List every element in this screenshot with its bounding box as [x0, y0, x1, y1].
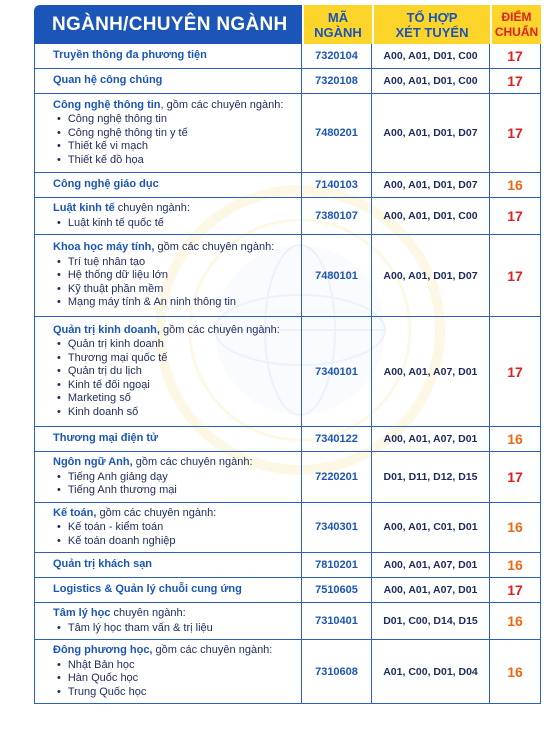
- subject-combination: A00, A01, D01, D07: [372, 235, 490, 317]
- specialization-item: • Luật kinh tế quốc tế: [57, 217, 295, 231]
- specialization-item: • Nhật Bản học: [57, 659, 295, 673]
- major-desc: chuyên ngành:: [110, 607, 186, 619]
- major-cell: [34, 173, 302, 198]
- benchmark-score: 17: [490, 452, 541, 503]
- major-code: 7480101: [302, 235, 372, 317]
- subject-combination: A00, A01, D01, D07: [372, 173, 490, 198]
- subject-combination: A00, A01, A07, D01: [372, 578, 490, 603]
- major-desc: gồm các chuyên ngành:: [154, 241, 275, 254]
- major-title: Kế toán,: [53, 506, 97, 519]
- header-code: MÃ NGÀNH: [302, 5, 372, 44]
- specialization-list: [53, 256, 295, 310]
- specialization-item: • Thiết kế đồ họa: [57, 154, 295, 168]
- specialization-item: • Quản trị kinh doanh: [57, 338, 295, 352]
- subject-combination: A00, A01, D01, C00: [372, 69, 490, 94]
- major-title: Thương mại điện tử: [53, 432, 159, 445]
- benchmark-score: 16: [490, 640, 541, 704]
- specialization-item: • Thương mại quốc tế: [57, 352, 295, 366]
- major-desc: gồm các chuyên ngành:: [96, 506, 217, 519]
- major-desc: , gồm các chuyên ngành:: [160, 98, 284, 111]
- major-code: 7140103: [302, 173, 372, 198]
- specialization-list: [53, 113, 295, 167]
- subject-combination: D01, C00, D14, D15: [372, 603, 490, 640]
- specialization-item: • Tiếng Anh thương mại: [57, 484, 295, 498]
- major-code: 7380107: [302, 198, 372, 235]
- major-title: Công nghệ thông tin: [53, 98, 161, 111]
- header-major: NGÀNH/CHUYÊN NGÀNH: [34, 5, 302, 44]
- major-title: Logistics & Quản lý chuỗi cung ứng: [53, 583, 242, 596]
- table-row: [34, 198, 541, 235]
- major-cell: [34, 603, 302, 640]
- specialization-list: [53, 521, 295, 548]
- specialization-item: • Công nghệ thông tin y tế: [57, 127, 295, 141]
- specialization-item: • Hệ thống dữ liệu lớn: [57, 269, 295, 283]
- major-title: Quản trị kinh doanh,: [53, 323, 160, 336]
- subject-combination: A00, A01, D01, D07: [372, 94, 490, 173]
- table-row: [34, 173, 541, 198]
- subject-combination: A01, C00, D01, D04: [372, 640, 490, 704]
- major-code: 7340122: [302, 427, 372, 452]
- specialization-item: • Quản trị du lịch: [57, 365, 295, 379]
- major-title: Truyền thông đa phương tiện: [53, 49, 207, 62]
- benchmark-score: 16: [490, 553, 541, 578]
- table-row: [34, 553, 541, 578]
- major-title: Đông phương học,: [53, 644, 153, 656]
- table-row: [34, 427, 541, 452]
- specialization-item: • Kế toán - kiểm toán: [57, 521, 295, 535]
- subject-combination: A00, A01, C01, D01: [372, 503, 490, 554]
- specialization-item: • Tiếng Anh giảng dạy: [57, 471, 295, 485]
- benchmark-score: 16: [490, 173, 541, 198]
- major-title: Quan hệ công chúng: [53, 74, 163, 87]
- benchmark-score: 16: [490, 427, 541, 452]
- header-combo: TỔ HỢP XÉT TUYỂN: [372, 5, 490, 44]
- major-desc: gồm các chuyên ngành:: [132, 456, 253, 468]
- major-desc: gồm các chuyên ngành:: [159, 323, 280, 336]
- benchmark-score: 16: [490, 603, 541, 640]
- subject-combination: A00, A01, D01, C00: [372, 44, 490, 69]
- table-row: [34, 235, 541, 317]
- major-cell: [34, 94, 302, 173]
- benchmark-score: 17: [490, 69, 541, 94]
- major-code: 7480201: [302, 94, 372, 173]
- specialization-item: • Công nghệ thông tin: [57, 113, 295, 127]
- subject-combination: A00, A01, D01, C00: [372, 198, 490, 235]
- table-row: [34, 578, 541, 603]
- subject-combination: A00, A01, A07, D01: [372, 317, 490, 427]
- major-title: Ngôn ngữ Anh,: [53, 456, 133, 468]
- benchmark-score: 17: [490, 198, 541, 235]
- table-row: [34, 44, 541, 69]
- major-code: 7340301: [302, 503, 372, 554]
- major-cell: [34, 427, 302, 452]
- admission-score-table: [34, 5, 541, 704]
- major-cell: [34, 44, 302, 69]
- benchmark-score: 17: [490, 94, 541, 173]
- table-row: [34, 317, 541, 427]
- table-row: [34, 503, 541, 554]
- specialization-item: • Tâm lý học tham vấn & trị liệu: [57, 622, 295, 636]
- major-title: Tâm lý học: [53, 607, 111, 619]
- major-code: 7340101: [302, 317, 372, 427]
- major-cell: [34, 69, 302, 94]
- benchmark-score: 17: [490, 317, 541, 427]
- table-header-row: [34, 5, 541, 44]
- specialization-item: • Kế toán doanh nghiệp: [57, 535, 295, 549]
- specialization-item: • Trung Quốc học: [57, 686, 295, 700]
- header-score: ĐIỂM CHUẨN: [490, 5, 541, 44]
- specialization-list: [53, 622, 295, 636]
- major-cell: [34, 578, 302, 603]
- major-code: 7320108: [302, 69, 372, 94]
- major-desc: chuyên ngành:: [114, 202, 190, 214]
- major-cell: [34, 235, 302, 317]
- major-code: 7310608: [302, 640, 372, 704]
- subject-combination: A00, A01, A07, D01: [372, 553, 490, 578]
- table-row: [34, 452, 541, 503]
- benchmark-score: 17: [490, 235, 541, 317]
- specialization-item: • Kinh tế đối ngoại: [57, 379, 295, 393]
- table-row: [34, 94, 541, 173]
- major-title: Khoa học máy tính,: [53, 241, 155, 254]
- subject-combination: D01, D11, D12, D15: [372, 452, 490, 503]
- major-cell: [34, 640, 302, 704]
- major-code: 7220201: [302, 452, 372, 503]
- specialization-item: • Kinh doanh số: [57, 406, 295, 420]
- table-row: [34, 603, 541, 640]
- specialization-item: • Thiết kế vi mạch: [57, 140, 295, 154]
- major-cell: [34, 452, 302, 503]
- major-code: 7320104: [302, 44, 372, 69]
- specialization-item: • Marketing số: [57, 392, 295, 406]
- major-title: Luật kinh tế: [53, 202, 115, 214]
- major-code: 7810201: [302, 553, 372, 578]
- specialization-list: [53, 471, 295, 498]
- specialization-list: [53, 217, 295, 231]
- major-desc: gồm các chuyên ngành:: [152, 644, 273, 656]
- subject-combination: A00, A01, A07, D01: [372, 427, 490, 452]
- major-cell: [34, 317, 302, 427]
- specialization-item: • Mạng máy tính & An ninh thông tin: [57, 296, 295, 310]
- specialization-list: [53, 659, 295, 700]
- major-cell: [34, 553, 302, 578]
- table-row: [34, 640, 541, 704]
- benchmark-score: 17: [490, 44, 541, 69]
- specialization-item: • Kỹ thuật phần mềm: [57, 283, 295, 297]
- benchmark-score: 16: [490, 503, 541, 554]
- benchmark-score: 17: [490, 578, 541, 603]
- table-row: [34, 69, 541, 94]
- specialization-item: • Hàn Quốc học: [57, 672, 295, 686]
- specialization-item: • Trí tuệ nhân tạo: [57, 256, 295, 270]
- major-title: Công nghệ giáo dục: [53, 178, 159, 191]
- major-title: Quản trị khách sạn: [53, 558, 153, 571]
- specialization-list: [53, 338, 295, 419]
- major-cell: [34, 198, 302, 235]
- major-cell: [34, 503, 302, 554]
- major-code: 7510605: [302, 578, 372, 603]
- major-code: 7310401: [302, 603, 372, 640]
